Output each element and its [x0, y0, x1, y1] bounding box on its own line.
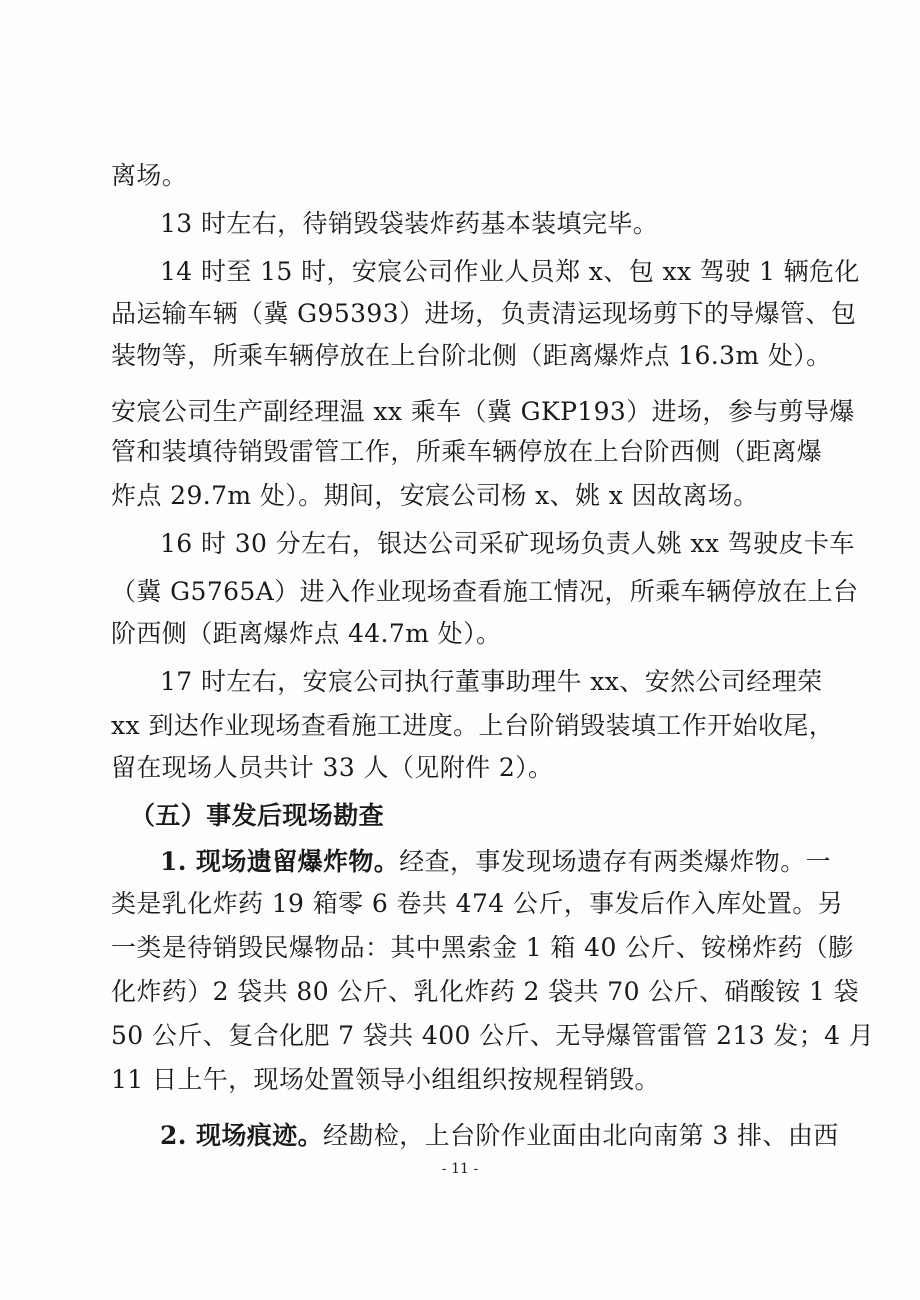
paragraph-line: 品运输车辆（冀 G95393）进场，负责清运现场剪下的导爆管、包: [111, 299, 857, 328]
paragraph-line: 14 时至 15 时，安宸公司作业人员郑 x、包 xx 驾驶 1 辆危化: [160, 257, 860, 286]
paragraph-line: xx 到达作业现场查看施工进度。上台阶销毁装填工作开始收尾，: [111, 711, 835, 740]
paragraph-line: 16 时 30 分左右，银达公司采矿现场负责人姚 xx 驾驶皮卡车: [160, 529, 855, 558]
paragraph-line: [160, 1120, 839, 1152]
paragraph-line: 13 时左右，待销毁袋装炸药基本装填完毕。: [160, 209, 659, 238]
paragraph-line: 类是乳化炸药 19 箱零 6 卷共 474 公斤，事发后作入库处置。另: [111, 889, 844, 918]
paragraph-line: [160, 846, 831, 878]
paragraph-line: 阶西侧（距离爆炸点 44.7m 处）。: [111, 619, 502, 648]
paragraph-line: 炸点 29.7m 处）。期间，安宸公司杨 x、姚 x 因故离场。: [111, 481, 759, 510]
item-text: 经查，事发现场遗存有两类爆炸物。一: [399, 847, 832, 876]
paragraph-line: 一类是待销毁民爆物品：其中黑索金 1 箱 40 公斤、铵梯炸药（膨: [111, 933, 854, 962]
paragraph-line: 化炸药）2 袋共 80 公斤、乳化炸药 2 袋共 70 公斤、硝酸铵 1 袋: [111, 977, 860, 1006]
item-heading: 2. 现场痕迹。: [160, 1121, 324, 1150]
item-text: 经勘检，上台阶作业面由北向南第 3 排、由西: [323, 1121, 839, 1150]
paragraph-line: 安宸公司生产副经理温 xx 乘车（冀 GKP193）进场，参与剪导爆: [111, 397, 855, 426]
section-heading: （五）事发后现场勘查: [130, 801, 385, 830]
paragraph-line: 11 日上午，现场处置领导小组组织按规程销毁。: [111, 1065, 660, 1094]
paragraph-line: 管和装填待销毁雷管工作，所乘车辆停放在上台阶西侧（距离爆: [111, 437, 823, 466]
paragraph-line: 留在现场人员共计 33 人（见附件 2）。: [111, 753, 554, 782]
paragraph-line: 装物等，所乘车辆停放在上台阶北侧（距离爆炸点 16.3m 处）。: [111, 341, 832, 370]
paragraph-line: 离场。: [111, 161, 188, 190]
paragraph-line: （冀 G5765A）进入作业现场查看施工情况，所乘车辆停放在上台: [111, 577, 859, 606]
item-heading: 1. 现场遗留爆炸物。: [160, 847, 400, 876]
paragraph-line: 17 时左右，安宸公司执行董事助理牛 xx、安然公司经理荣: [160, 667, 823, 696]
paragraph-line: 50 公斤、复合化肥 7 袋共 400 公斤、无导爆管雷管 213 发；4 月: [111, 1021, 875, 1050]
page-number: - 11 -: [441, 1161, 479, 1177]
